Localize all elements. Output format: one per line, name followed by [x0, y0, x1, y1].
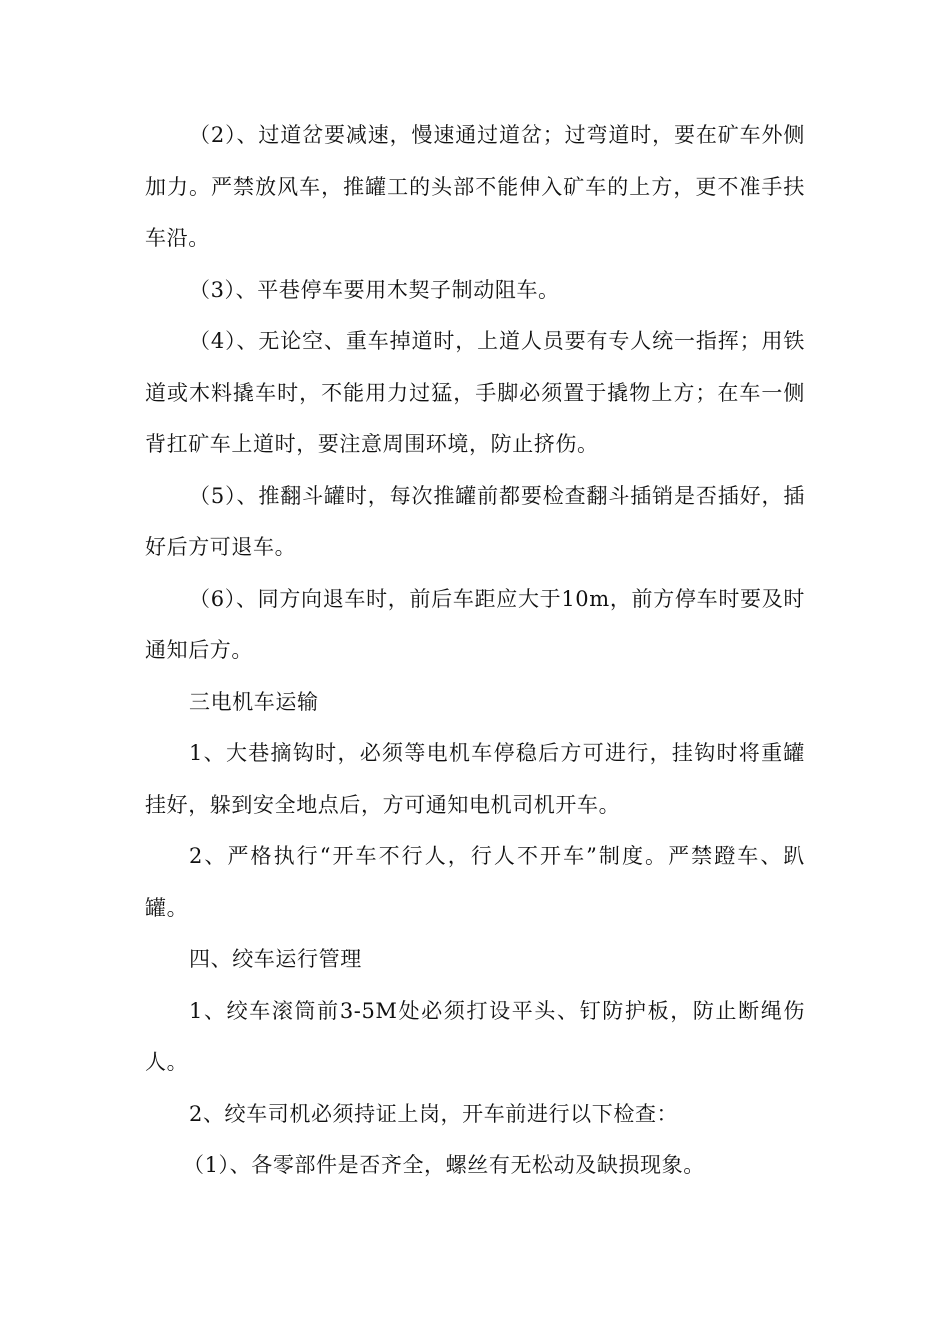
section-heading-electric-locomotive: 三电机车运输 — [189, 689, 319, 714]
paragraph-rule-2: 2、严格执行“开车不行人，行人不开车”制度。严禁蹬车、趴罐。 — [145, 844, 805, 920]
paragraph-rule-1: 1、大巷摘钩时，必须等电机车停稳后方可进行，挂钩时将重罐挂好，躲到安全地点后，方可通知电机司机开车。 — [145, 741, 805, 817]
paragraph-item-5: （5）、推翻斗罐时，每次推罐前都要检查翻斗插销是否插好，插好后方可退车。 — [145, 483, 805, 559]
paragraph-item-6: （6）、同方向退车时，前后车距应大于10m，前方停车时要及时通知后方。 — [145, 586, 805, 662]
paragraph-item-2: （2）、过道岔要减速，慢速通过道岔；过弯道时，要在矿车外侧加力。严禁放风车，推罐工的头部不能伸入矿车的上方，更不准手扶车沿。 — [145, 123, 805, 250]
paragraph-item-3: （3）、平巷停车要用木契子制动阻车。 — [189, 277, 560, 302]
paragraph-item-4: （4）、无论空、重车掉道时，上道人员要有专人统一指挥；用铁道或木料撬车时，不能用力过猛，手脚必须置于撬物上方；在车一侧背扛矿车上道时，要注意周围环境，防止挤伤。 — [145, 329, 805, 456]
paragraph-winch-rule-2: 2、绞车司机必须持证上岗，开车前进行以下检查： — [189, 1101, 679, 1126]
paragraph-winch-rule-1: 1、绞车滚筒前3-5M处必须打设平头、钉防护板，防止断绳伤人。 — [145, 998, 805, 1074]
paragraph-check-item-1: （1）、各零部件是否齐全，螺丝有无松动及缺损现象。 — [183, 1153, 705, 1177]
document-body — [145, 110, 805, 1192]
section-heading-winch-management: 四、绞车运行管理 — [189, 947, 362, 971]
